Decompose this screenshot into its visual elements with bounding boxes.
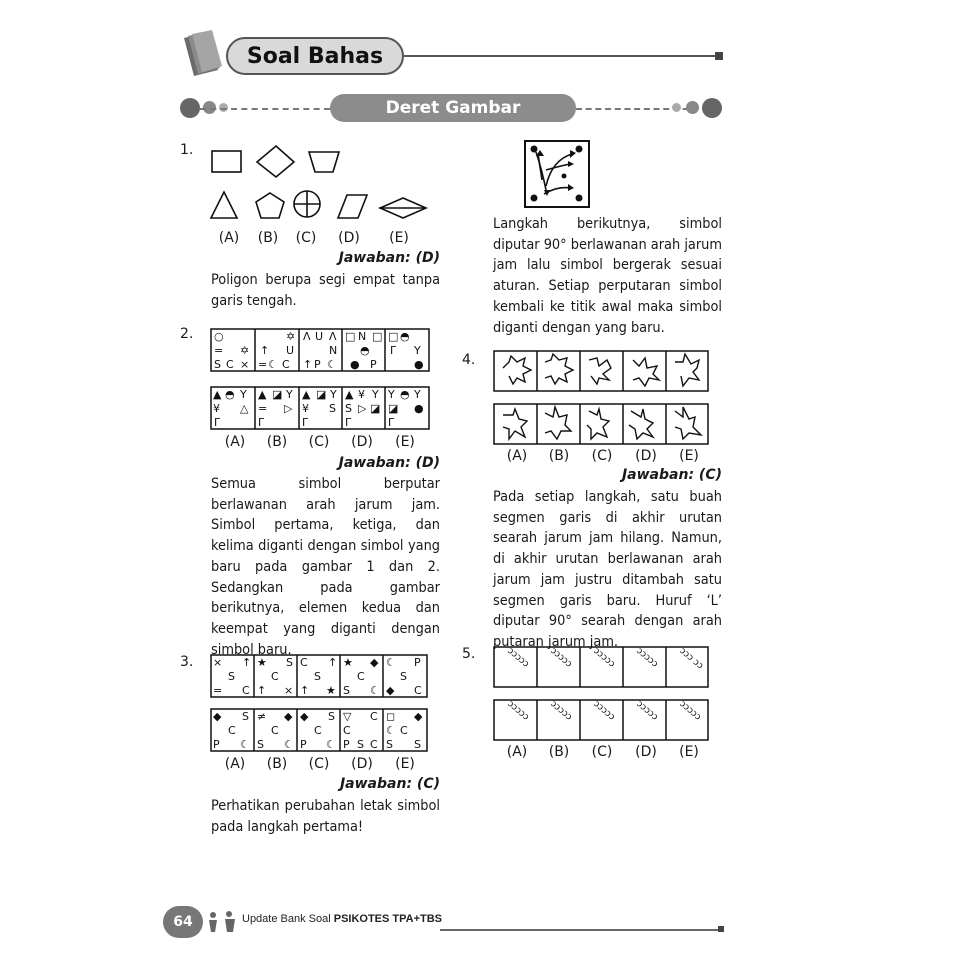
svg-text:☾: ☾ <box>386 656 396 669</box>
question-3-explanation: Perhatikan perubahan letak simbol pada langkah pertama! <box>211 798 440 835</box>
svg-text:N: N <box>329 344 338 357</box>
svg-text:U: U <box>315 330 324 343</box>
svg-text:◆: ◆ <box>300 710 309 723</box>
svg-text:P: P <box>343 738 350 751</box>
option-label: (B) <box>548 744 570 760</box>
svg-text:Γ: Γ <box>390 344 397 357</box>
question-3-sequence <box>210 654 428 698</box>
svg-text:Γ: Γ <box>214 416 221 429</box>
svg-text:S: S <box>214 358 221 371</box>
svg-text:↑: ↑ <box>242 656 252 669</box>
svg-text:P: P <box>300 738 307 751</box>
svg-text:P: P <box>414 656 421 669</box>
question-5-number: 5. <box>462 646 476 662</box>
option-label: (E) <box>395 756 415 772</box>
option-label: (A) <box>224 434 246 450</box>
footer-rule <box>440 929 720 931</box>
svg-text:◆: ◆ <box>213 710 222 723</box>
svg-text:●: ● <box>414 358 424 371</box>
svg-text:Γ: Γ <box>345 416 352 429</box>
svg-text:C: C <box>343 724 351 737</box>
option-label: (B) <box>266 756 288 772</box>
svg-text:N: N <box>358 330 367 343</box>
svg-text:◓: ◓ <box>225 388 235 401</box>
svg-text:S: S <box>257 738 264 751</box>
svg-text:★: ★ <box>343 656 353 669</box>
question-2-option-labels <box>214 434 426 450</box>
svg-text:Y: Y <box>414 388 421 401</box>
svg-text:★: ★ <box>326 684 336 697</box>
option-label: (C) <box>308 756 330 772</box>
svg-text:○: ○ <box>214 330 224 343</box>
question-5-options <box>493 699 709 741</box>
question-4-sequence <box>493 350 709 392</box>
svg-text:☾: ☾ <box>240 738 250 751</box>
svg-text:▷: ▷ <box>284 402 293 415</box>
svg-text:S: S <box>242 710 249 723</box>
svg-text:ɔɔɔɔɔ: ɔɔɔɔɔ <box>634 645 660 670</box>
svg-text:↑: ↑ <box>257 684 267 697</box>
question-4-number: 4. <box>462 352 476 368</box>
svg-text:↑: ↑ <box>260 344 270 357</box>
question-4-option-labels <box>496 448 710 464</box>
svg-text:S: S <box>314 670 321 683</box>
svg-text:C: C <box>242 684 250 697</box>
svg-text:ɔɔɔɔɔ: ɔɔɔɔɔ <box>591 645 617 670</box>
option-label: (A) <box>218 230 240 246</box>
book-icon <box>180 30 224 76</box>
svg-text:↑: ↑ <box>300 684 310 697</box>
option-label: (B) <box>257 230 279 246</box>
option-label: (E) <box>395 434 415 450</box>
option-label: (A) <box>506 744 528 760</box>
svg-text:□: □ <box>372 330 383 343</box>
header-rule-end <box>715 52 723 60</box>
decor-ball <box>686 101 699 114</box>
decor-ball <box>672 103 681 112</box>
svg-text:▽: ▽ <box>343 710 352 723</box>
topic-dash-left <box>200 108 330 110</box>
svg-text:Y: Y <box>286 388 293 401</box>
svg-text:C: C <box>271 724 279 737</box>
svg-text:×: × <box>284 684 294 697</box>
svg-text:ɔɔɔɔɔ: ɔɔɔɔɔ <box>548 645 574 670</box>
svg-text:☾: ☾ <box>327 358 337 371</box>
question-2-number: 2. <box>180 326 194 342</box>
option-label: (D) <box>351 756 373 772</box>
svg-text:□: □ <box>345 330 356 343</box>
svg-text:Λ: Λ <box>303 330 311 343</box>
svg-text:C: C <box>228 724 236 737</box>
svg-text:¥: ¥ <box>213 402 220 415</box>
svg-text:ɔɔɔ ɔɔ: ɔɔɔ ɔɔ <box>677 645 705 672</box>
option-label: (D) <box>635 744 657 760</box>
svg-text:S: S <box>328 710 335 723</box>
svg-text:S: S <box>345 402 352 415</box>
svg-text:C: C <box>226 358 234 371</box>
question-3-explanation-continued: Langkah berikutnya, simbol diputar 90° berlawanan arah jarum jam lalu simbol bergerak sesuai aturan. Setiap perputaran simbol kembali ke titik awal maka simbol diganti dengan yang baru. <box>493 216 722 336</box>
question-3-answer: Jawaban: (C) <box>339 776 440 792</box>
svg-text:P: P <box>370 358 377 371</box>
svg-text:C: C <box>370 710 378 723</box>
svg-text:▲: ▲ <box>213 388 222 401</box>
svg-text:S: S <box>357 738 364 751</box>
svg-text:Γ: Γ <box>302 416 309 429</box>
svg-text:□: □ <box>388 330 399 343</box>
option-label: (B) <box>548 448 570 464</box>
svg-text:C: C <box>282 358 290 371</box>
svg-text:U: U <box>286 344 295 357</box>
svg-text:S: S <box>228 670 235 683</box>
svg-text:▲: ▲ <box>345 388 354 401</box>
svg-text:△: △ <box>240 402 249 415</box>
svg-text:=: = <box>214 344 224 357</box>
svg-text:◻: ◻ <box>386 710 396 723</box>
option-label: (E) <box>679 448 699 464</box>
svg-text:Y: Y <box>240 388 247 401</box>
svg-text:Y: Y <box>330 388 337 401</box>
svg-text:▲: ▲ <box>258 388 267 401</box>
question-4-answer: Jawaban: (C) <box>621 467 722 483</box>
question-1-options <box>210 190 430 222</box>
svg-text:S: S <box>343 684 350 697</box>
question-2-options <box>210 386 430 430</box>
svg-text:●: ● <box>350 358 360 371</box>
option-label: (D) <box>338 230 360 246</box>
svg-text:ɔɔɔɔɔ: ɔɔɔɔɔ <box>548 698 574 723</box>
svg-text:ɔɔɔɔɔ: ɔɔɔɔɔ <box>677 698 703 723</box>
question-1-answer: Jawaban: (D) <box>338 250 440 266</box>
svg-text:≠: ≠ <box>257 710 267 723</box>
svg-text:◪: ◪ <box>316 388 327 401</box>
svg-text:C: C <box>300 656 308 669</box>
question-2-sequence <box>210 328 430 372</box>
option-label: (D) <box>351 434 373 450</box>
svg-text:◓: ◓ <box>400 388 410 401</box>
svg-text:↑: ↑ <box>328 656 338 669</box>
svg-text:×: × <box>240 358 250 371</box>
svg-text:Y: Y <box>414 344 421 357</box>
svg-text:=: = <box>258 358 268 371</box>
svg-text:P: P <box>213 738 220 751</box>
option-label: (A) <box>506 448 528 464</box>
svg-text:C: C <box>414 684 422 697</box>
svg-text:C: C <box>357 670 365 683</box>
svg-text:S: S <box>386 738 393 751</box>
question-1-number: 1. <box>180 142 194 158</box>
option-label: (C) <box>591 448 613 464</box>
svg-text:C: C <box>370 738 378 751</box>
question-1-sequence <box>210 145 340 177</box>
svg-text:Y: Y <box>372 388 379 401</box>
people-icon <box>205 910 239 934</box>
svg-text:◆: ◆ <box>284 710 293 723</box>
svg-text:✡: ✡ <box>240 344 250 357</box>
svg-text:▷: ▷ <box>358 402 367 415</box>
option-label: (A) <box>224 756 246 772</box>
svg-text:¥: ¥ <box>358 388 365 401</box>
question-3-option-labels <box>214 756 426 772</box>
svg-text:S: S <box>414 738 421 751</box>
svg-text:▲: ▲ <box>302 388 311 401</box>
svg-text:ɔɔɔɔɔ: ɔɔɔɔɔ <box>634 698 660 723</box>
option-label: (C) <box>295 230 317 246</box>
svg-text:☾: ☾ <box>386 724 396 737</box>
footer-rule-end <box>718 926 724 932</box>
svg-text:P: P <box>314 358 321 371</box>
svg-text:↑: ↑ <box>303 358 313 371</box>
question-4-options <box>493 403 709 445</box>
svg-text:Λ: Λ <box>329 330 337 343</box>
svg-text:ɔɔɔɔɔ: ɔɔɔɔɔ <box>591 698 617 723</box>
svg-text:ɔɔɔɔɔ: ɔɔɔɔɔ <box>505 645 531 670</box>
svg-text:S: S <box>329 402 336 415</box>
decor-ball <box>702 98 722 118</box>
book-title-prefix: Update Bank Soal <box>242 913 334 925</box>
topic-title: Deret Gambar <box>330 94 576 122</box>
question-4-explanation: Pada setiap langkah, satu buah segmen garis di akhir urutan searah jarum jam hilang. Namun, di akhir urutan berlawanan arah jarum jam justru ditambah satu segmen garis baru. Huruf ‘L’ diputar 90° searah dengan arah putaran jarum jam. <box>493 489 722 650</box>
svg-text:●: ● <box>414 402 424 415</box>
svg-text:✡: ✡ <box>286 330 296 343</box>
svg-text:☾: ☾ <box>370 684 380 697</box>
svg-text:◆: ◆ <box>370 656 379 669</box>
svg-text:◆: ◆ <box>414 710 423 723</box>
option-label: (C) <box>308 434 330 450</box>
svg-text:◪: ◪ <box>370 402 381 415</box>
section-title: Soal Bahas <box>226 37 404 75</box>
question-5-sequence <box>493 646 709 688</box>
svg-text:×: × <box>213 656 223 669</box>
svg-text:◪: ◪ <box>388 402 399 415</box>
svg-text:◓: ◓ <box>360 344 370 357</box>
svg-text:¥: ¥ <box>302 402 309 415</box>
svg-text:☾: ☾ <box>326 738 336 751</box>
question-2-explanation: Semua simbol berputar berlawanan arah jarum jam. Simbol pertama, ketiga, dan kelima diganti dengan simbol yang baru pada gambar 1 dan 2. Sedangkan pada gambar berikutnya, elemen kedua dan keempat yang diganti dengan simbol baru. <box>211 476 440 658</box>
rotation-diagram <box>524 140 590 208</box>
page-number: 64 <box>163 906 203 938</box>
option-label: (D) <box>635 448 657 464</box>
svg-text:C: C <box>271 670 279 683</box>
svg-text:★: ★ <box>257 656 267 669</box>
svg-text:S: S <box>400 670 407 683</box>
question-2-answer: Jawaban: (D) <box>338 455 440 471</box>
svg-text:◓: ◓ <box>400 330 410 343</box>
option-label: (E) <box>389 230 409 246</box>
option-label: (E) <box>679 744 699 760</box>
svg-text:=: = <box>213 684 223 697</box>
svg-text:Γ: Γ <box>388 416 395 429</box>
svg-text:C: C <box>314 724 322 737</box>
svg-text:Γ: Γ <box>258 416 265 429</box>
svg-text:☾: ☾ <box>284 738 294 751</box>
question-3-number: 3. <box>180 654 194 670</box>
svg-text:◆: ◆ <box>386 684 395 697</box>
option-label: (C) <box>591 744 613 760</box>
question-1-explanation: Poligon berupa segi empat tanpa garis tengah. <box>211 272 440 309</box>
svg-text:ɔɔɔɔɔ: ɔɔɔɔɔ <box>505 698 531 723</box>
header-rule <box>404 55 718 57</box>
svg-text:☾: ☾ <box>268 358 278 371</box>
svg-text:C: C <box>400 724 408 737</box>
question-5-option-labels <box>496 744 710 760</box>
question-1-option-labels <box>210 230 424 246</box>
book-title-bold: PSIKOTES TPA+TBS <box>333 913 443 925</box>
option-label: (B) <box>266 434 288 450</box>
svg-text:=: = <box>258 402 268 415</box>
question-3-options <box>210 708 428 752</box>
svg-text:◪: ◪ <box>272 388 283 401</box>
book-title <box>242 913 442 925</box>
decor-ball <box>180 98 200 118</box>
svg-text:Y: Y <box>388 388 395 401</box>
svg-text:S: S <box>286 656 293 669</box>
